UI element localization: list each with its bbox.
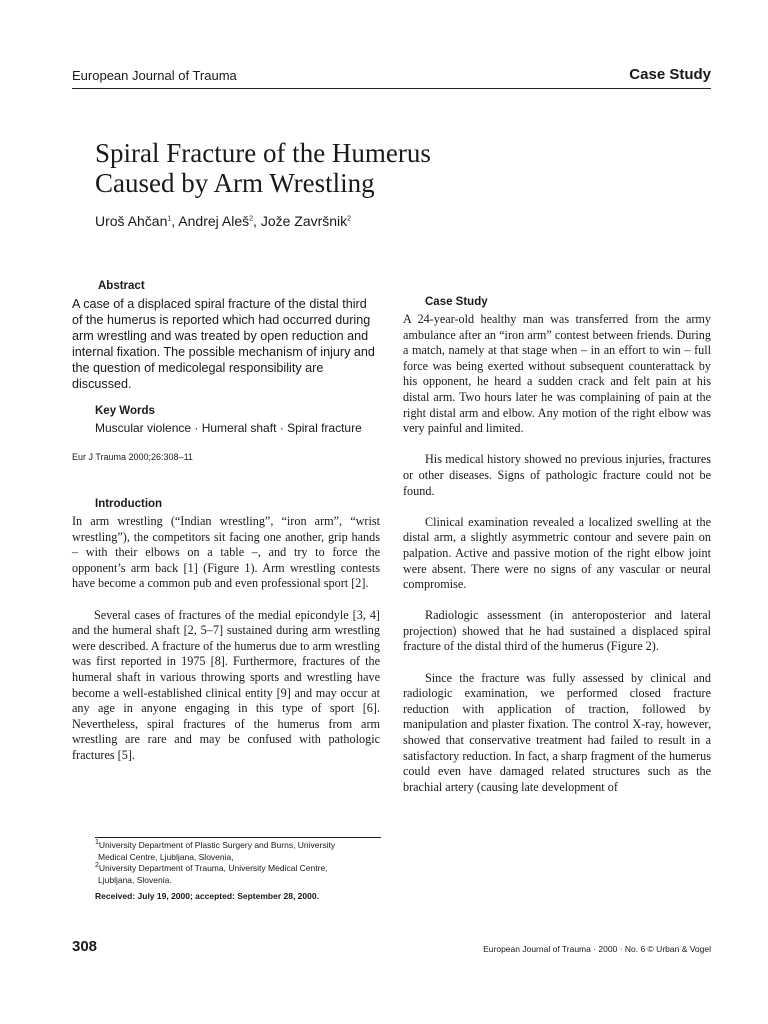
paragraph: Several cases of fractures of the medial epicondyle [3, 4] and the humeral shaft [2, 5–7] sustained during arm wrestling were described. A fracture of the humerus due to arm wrestling was first reported in 1975 [8]. Furthermore, fractures of the humeral shaft in various throwing sports and wrestling have become a well-established clinical entity [9] and may occur at any age in anyone engaging in this type of sport [6]. Nevertheless, spiral fractures of the humerus from arm wrestling are rare and may be confused with pathologic fractures [5].	[72, 607, 380, 762]
keywords-text: Muscular violence · Humeral shaft · Spiral fracture	[95, 421, 362, 435]
footnote-2-continued: Ljubljana, Slovenia.	[98, 874, 172, 885]
footnotes	[95, 840, 385, 886]
paragraph: His medical history showed no previous injuries, fractures or other diseases. Signs of pathologic fracture could not be found.	[403, 452, 711, 498]
footer-citation: European Journal of Trauma · 2000 · No. 6 © Urban & Vogel	[483, 944, 711, 954]
running-header-journal: European Journal of Trauma	[72, 68, 237, 83]
author-separator: ,	[253, 213, 261, 229]
paragraph: Clinical examination revealed a localized swelling at the distal arm, a slightly asymmetric contour and severe pain on palpation. Active and passive motion of the right elbow joint were absent. There were no signs of any vascular or neural compromise.	[403, 514, 711, 592]
footnote-rule	[95, 837, 381, 838]
author-affiliation-marker: 2	[347, 215, 352, 223]
author-affiliation-marker: 2	[249, 215, 254, 223]
abstract-text: A case of a displaced spiral fracture of the distal third of the humerus is reported which had occurred during arm wrestling and was treated by open reduction and internal fixation. The possible mechanism of injury and the question of medicolegal responsibility are discussed.	[72, 297, 375, 391]
article-citation: Eur J Trauma 2000;26:308–11	[72, 452, 193, 462]
title-line-2: Caused by Arm Wrestling	[95, 168, 375, 198]
paragraph: Radiologic assessment (in anteroposterior and lateral projection) showed that he had sustained a displaced spiral fracture of the distal third of the humerus (Figure 2).	[403, 608, 711, 654]
page-number: 308	[72, 938, 98, 955]
received-dates: Received: July 19, 2000; accepted: September 28, 2000.	[95, 891, 319, 901]
author-affiliation-marker: 1	[167, 215, 172, 223]
footnote-text: University Department of Plastic Surgery and Burns, University	[98, 840, 336, 850]
author-name: Uroš Ahčan	[95, 213, 168, 229]
footnote-1-continued: Medical Centre, Ljubljana, Slovenia,	[98, 851, 234, 862]
case-study-heading: Case Study	[425, 296, 488, 308]
introduction-heading: Introduction	[95, 498, 163, 510]
article-title	[95, 138, 655, 198]
abstract-heading: Abstract	[98, 280, 145, 292]
author-list	[95, 213, 351, 229]
paragraph: In arm wrestling (“Indian wrestling”, “iron arm”, “wrist wrestling”), the competitors sit facing one another, grip hands – with their elbows on a table –, and try to force the opponent’s arm back [1] (Figure 1). Arm wrestling contests have become a common pub and even professional sport [2].	[72, 514, 380, 591]
case-study-body	[403, 312, 711, 811]
paragraph: A 24-year-old healthy man was transferred from the army ambulance after an “iron arm” contest between friends. During a match, namely at that stage when – in an effort to win – full force was being exerted without subsequent counterattack by his opponent, he heard a sudden crack and felt pain at his distal arm. Two hours later he was complaining of pain at the right distal arm and elbow. Any motion of the right elbow was very painful and limited.	[403, 312, 711, 436]
author-name: Andrej Aleš	[178, 213, 250, 229]
paragraph: Since the fracture was fully assessed by clinical and radiologic examination, we performed closed fracture reduction with application of traction, followed by manipulation and plaster fixation. The control X-ray, however, showed that conservative treatment had failed to result in a satisfactory reduction. In fact, a sharp fragment of the humerus could even have damaged related structures such as the brachial artery (causing late development of	[403, 670, 711, 794]
title-line-1: Spiral Fracture of the Humerus	[95, 138, 431, 168]
running-header-section: Case Study	[629, 66, 711, 83]
introduction-body	[72, 514, 380, 779]
footnote-2	[95, 863, 385, 875]
header-rule	[72, 88, 711, 89]
author-name: Jože Završnik	[260, 213, 348, 229]
footnote-text: University Department of Trauma, University Medical Centre,	[98, 863, 328, 873]
keywords-heading: Key Words	[95, 405, 155, 417]
author-separator: ,	[171, 213, 179, 229]
footnote-marker: 2	[95, 862, 99, 870]
footnote-1	[95, 840, 385, 852]
footnote-marker: 1	[95, 839, 99, 847]
